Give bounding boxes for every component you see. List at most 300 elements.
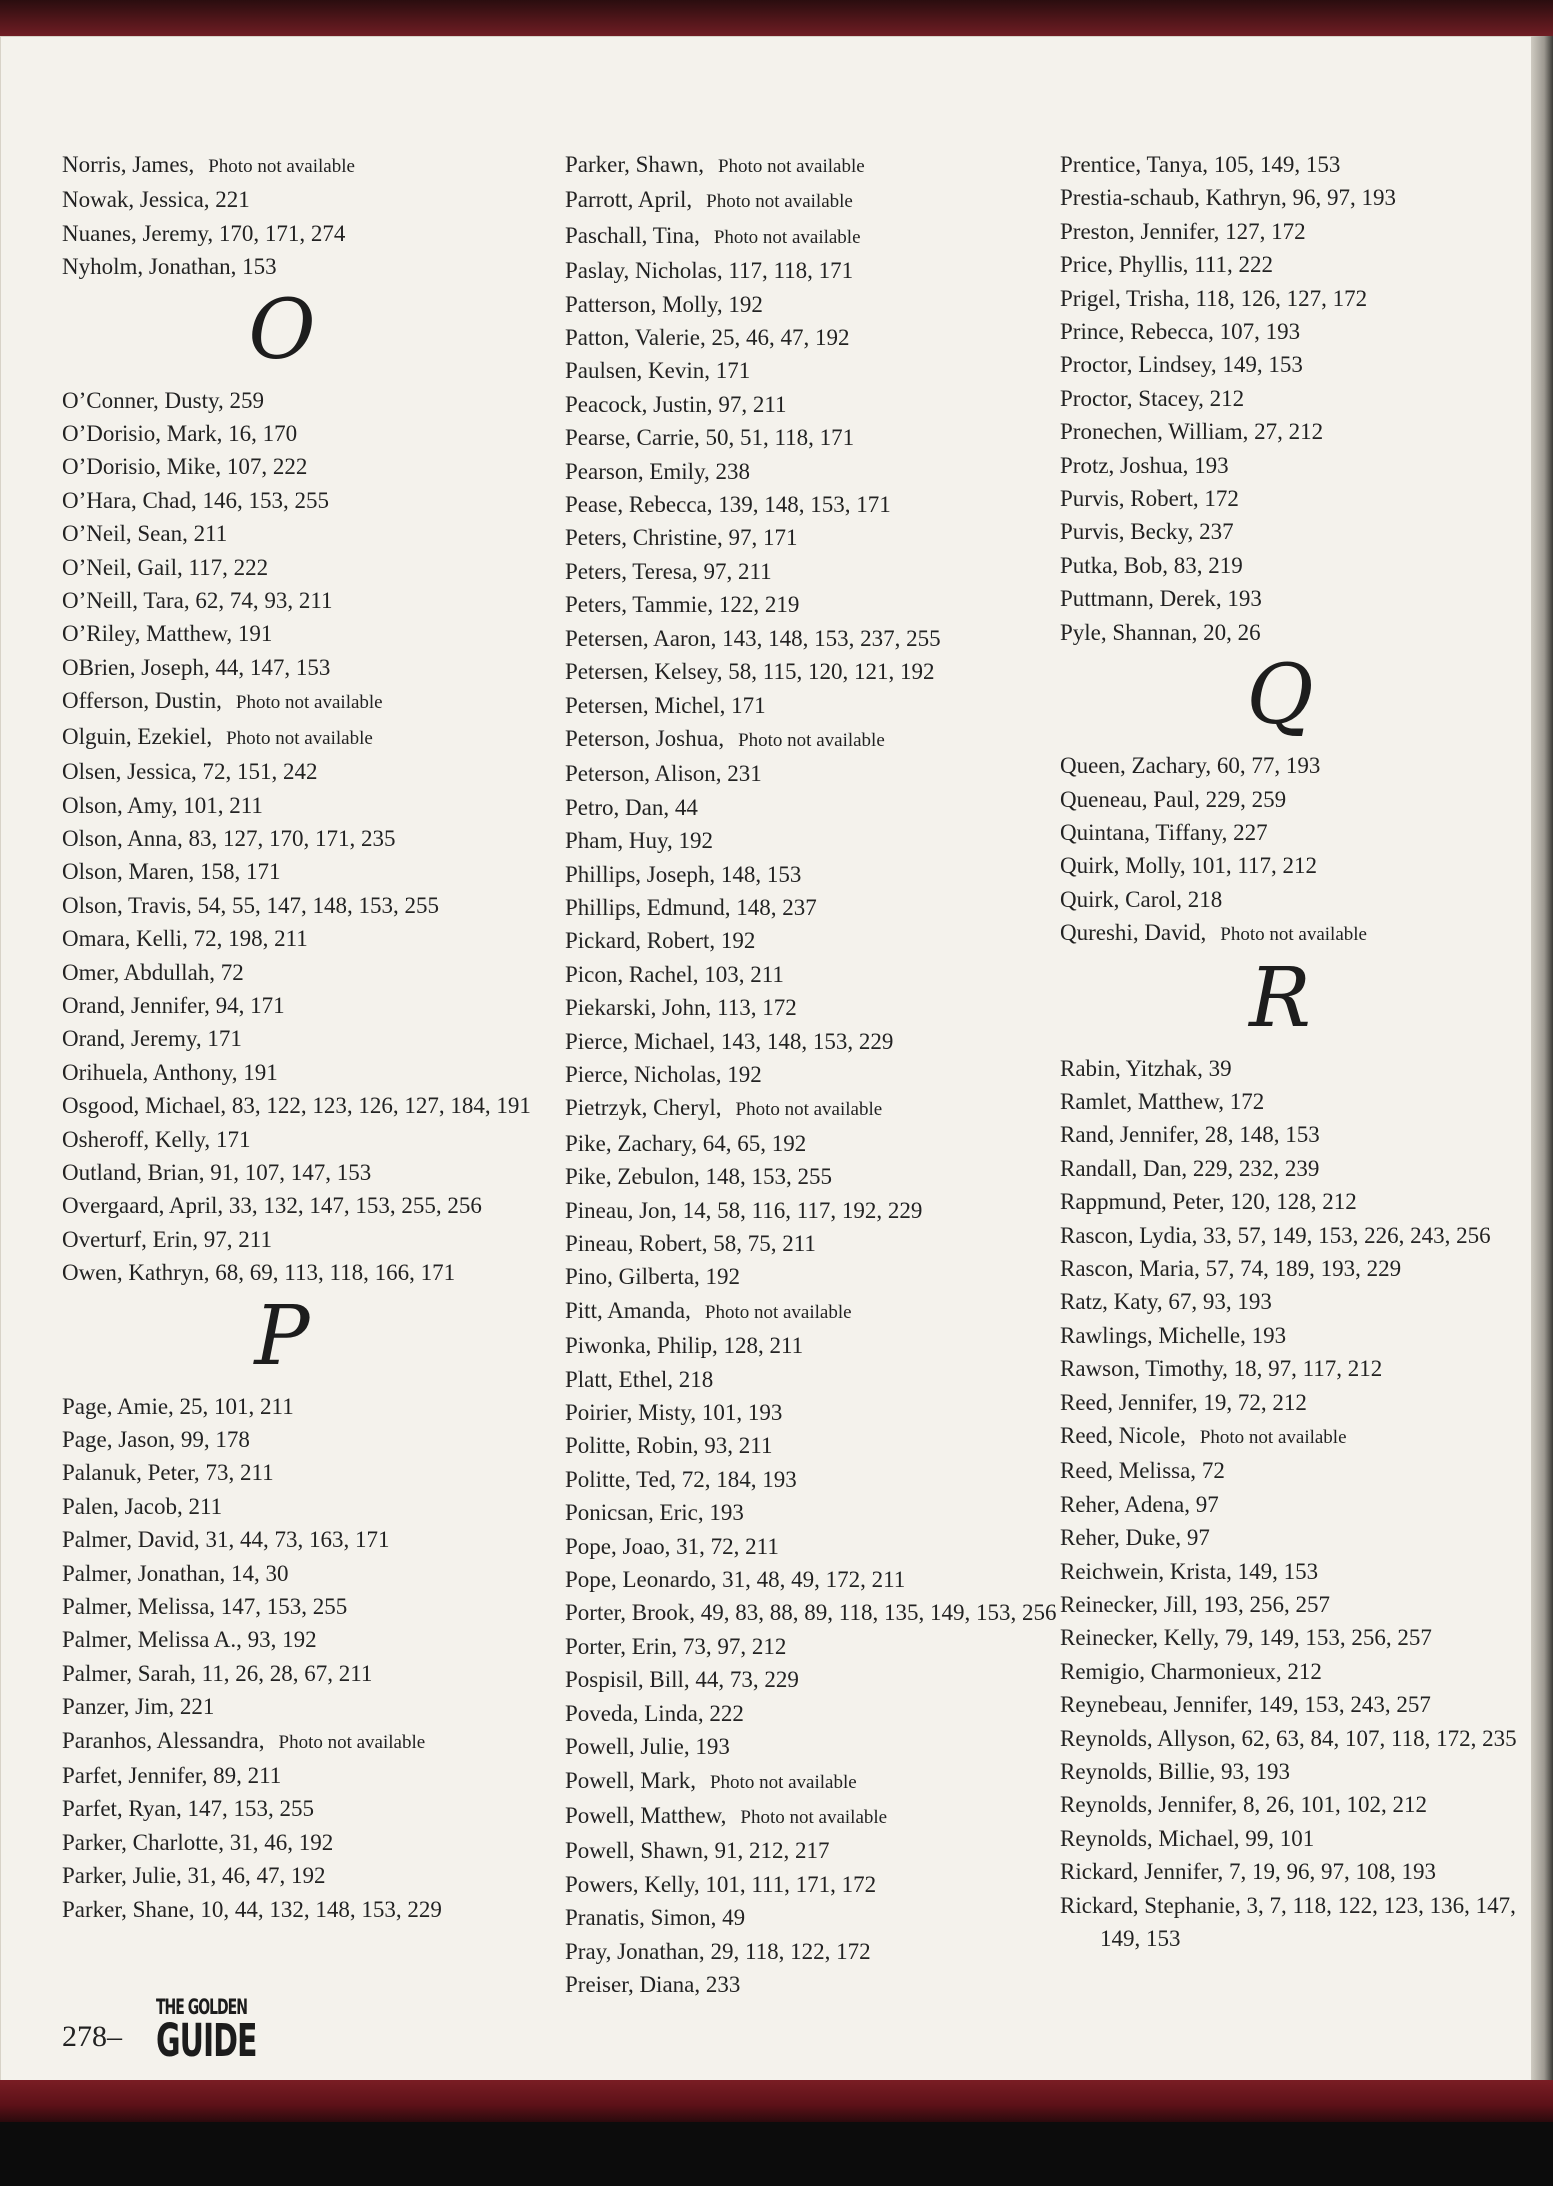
entry-name: O’Hara, Chad, xyxy=(62,487,197,513)
entry-pages: 44 xyxy=(674,794,698,820)
index-entry xyxy=(565,1697,1065,1730)
entry-name: Outland, Brian, xyxy=(62,1159,205,1185)
index-entry xyxy=(565,722,1065,757)
index-entry xyxy=(1060,1085,1553,1118)
entry-pages: 105, 149, 153 xyxy=(1213,152,1341,177)
index-entry xyxy=(1060,816,1553,849)
entry-name: Peacock, Justin, xyxy=(565,391,713,417)
entry-name: Peters, Tammie, xyxy=(565,592,714,618)
entry-name: Owen, Kathryn, xyxy=(62,1260,210,1286)
entry-pages: 44, 73, 229 xyxy=(695,1667,799,1693)
entry-pages: 149, 153 xyxy=(1237,1558,1319,1584)
entry-name: Puttmann, Derek, xyxy=(1060,586,1222,612)
photo-not-available-note: Photo not available xyxy=(713,226,861,248)
entry-name: Remigio, Charmonieux, xyxy=(1060,1658,1282,1684)
index-entry xyxy=(1060,549,1553,582)
entry-pages: 120, 128, 212 xyxy=(1230,1189,1357,1215)
entry-pages: 18, 97, 117, 212 xyxy=(1233,1356,1383,1382)
entry-name: O’Dorisio, Mike, xyxy=(62,454,222,480)
entry-pages: 31, 46, 192 xyxy=(229,1829,334,1855)
index-entry xyxy=(62,1792,562,1825)
logo-bottom-text: GUIDE xyxy=(156,2015,257,2068)
entry-name: Rabin, Yitzhak, xyxy=(1060,1055,1203,1081)
entry-name: Price, Phyllis, xyxy=(1060,252,1189,278)
entry-name: Petersen, Kelsey, xyxy=(565,659,723,685)
entry-name: Pranatis, Simon, xyxy=(565,1905,717,1931)
index-entry xyxy=(62,1123,562,1156)
entry-pages: 149, 153, 243, 257 xyxy=(1258,1692,1431,1718)
index-entry xyxy=(565,1363,1065,1396)
entry-pages: 172 xyxy=(1204,486,1239,512)
index-entry xyxy=(565,455,1065,488)
entry-pages: 31, 72, 211 xyxy=(676,1533,779,1559)
entry-pages: 72, 184, 193 xyxy=(681,1466,797,1492)
index-entry xyxy=(62,822,562,855)
entry-pages: 117, 118, 171 xyxy=(728,258,854,284)
entry-pages: 31, 46, 47, 192 xyxy=(187,1863,326,1889)
entry-pages: 128, 211 xyxy=(723,1333,804,1359)
index-entry xyxy=(565,1396,1065,1429)
entry-name: Olguin, Ezekiel, xyxy=(62,723,213,749)
entry-name: Pietrzyk, Cheryl, xyxy=(565,1095,722,1121)
index-entry xyxy=(565,219,1065,254)
entry-pages: 96, 97, 193 xyxy=(1292,185,1396,211)
index-entry xyxy=(565,655,1065,688)
entry-name: Pike, Zachary, xyxy=(565,1130,697,1156)
entry-pages: 33, 132, 147, 153, 255, 256 xyxy=(228,1193,482,1219)
index-entry xyxy=(565,924,1065,957)
entry-pages: 89, 211 xyxy=(213,1763,282,1789)
index-entry xyxy=(565,1260,1065,1293)
entry-pages: 111, 222 xyxy=(1194,252,1273,278)
entry-name: Overturf, Erin, xyxy=(62,1226,199,1252)
entry-pages: 212 xyxy=(1209,385,1245,411)
entry-pages: 97 xyxy=(1195,1491,1219,1517)
index-entry xyxy=(62,1056,562,1089)
photo-not-available-note: Photo not available xyxy=(709,1771,857,1793)
index-entry xyxy=(62,183,562,216)
index-entry xyxy=(1060,783,1553,816)
entry-name: Parfet, Jennifer, xyxy=(62,1763,208,1789)
entry-pages: 97 xyxy=(1186,1525,1210,1551)
entry-pages: 72 xyxy=(1201,1458,1225,1484)
entry-name: Overgaard, April, xyxy=(62,1193,224,1219)
index-entry xyxy=(565,622,1065,655)
entry-pages: 62, 74, 93, 211 xyxy=(195,588,333,614)
entry-pages: 33, 57, 149, 153, 226, 243, 256 xyxy=(1203,1222,1491,1248)
entry-name: Prince, Rebecca, xyxy=(1060,319,1214,345)
entry-name: Reher, Duke, xyxy=(1060,1525,1182,1551)
index-entry xyxy=(1060,1285,1553,1318)
entry-name: Proctor, Lindsey, xyxy=(1060,352,1217,378)
entry-name: Ponicsan, Eric, xyxy=(565,1500,704,1526)
index-entry xyxy=(565,1530,1065,1563)
index-entry xyxy=(565,1160,1065,1193)
index-entry xyxy=(565,354,1065,387)
entry-name: Peters, Teresa, xyxy=(565,558,698,584)
index-entry xyxy=(62,1523,562,1556)
index-entry xyxy=(1060,515,1553,548)
index-entry xyxy=(1060,1555,1553,1588)
entry-pages: 101, 211 xyxy=(183,792,263,818)
index-entry xyxy=(62,651,562,684)
entry-name: Powell, Julie, xyxy=(565,1734,690,1760)
entry-pages: 97, 211 xyxy=(203,1226,272,1252)
entry-name: Offerson, Dustin, xyxy=(62,688,222,714)
photo-not-available-note: Photo not available xyxy=(706,191,853,213)
index-entry xyxy=(565,1091,1065,1126)
entry-pages: 25, 101, 211 xyxy=(179,1393,294,1419)
entry-pages: 31, 44, 73, 163, 171 xyxy=(205,1527,390,1553)
entry-pages: 193 xyxy=(1251,1322,1287,1348)
entry-name: Nowak, Jessica, xyxy=(62,187,210,213)
entry-pages: 103, 211 xyxy=(704,961,784,987)
entry-pages: 14, 30 xyxy=(231,1560,289,1586)
entry-name: Poirier, Misty, xyxy=(565,1400,697,1426)
index-entry xyxy=(62,1490,562,1523)
entry-name: Ratz, Katy, xyxy=(1060,1289,1163,1315)
index-entry xyxy=(1060,1889,1553,1956)
index-entry xyxy=(1060,1621,1553,1654)
index-entry xyxy=(565,1630,1065,1663)
entry-name: Reichwein, Krista, xyxy=(1060,1558,1232,1584)
index-entry xyxy=(62,1859,562,1892)
photo-not-available-note: Photo not available xyxy=(1199,1427,1347,1448)
entry-pages: 101, 193 xyxy=(701,1400,783,1426)
entry-name: Powell, Matthew, xyxy=(565,1802,727,1828)
index-entry xyxy=(62,450,562,483)
entry-pages: 218 xyxy=(678,1366,714,1392)
entry-pages: 7, 19, 96, 97, 108, 193 xyxy=(1228,1859,1436,1885)
entry-name: Proctor, Stacey, xyxy=(1060,385,1204,411)
entry-name: Pyle, Shannan, xyxy=(1060,619,1198,645)
index-entry xyxy=(1060,1052,1553,1085)
entry-name: Parker, Shane, xyxy=(62,1896,195,1922)
index-entry xyxy=(1060,449,1553,482)
entry-name: Reynolds, Allyson, xyxy=(1060,1725,1236,1751)
entry-name: Orand, Jeremy, xyxy=(62,1026,202,1052)
entry-name: Parker, Shawn, xyxy=(565,152,704,177)
index-entry xyxy=(1060,315,1553,348)
entry-name: Protz, Joshua, xyxy=(1060,452,1189,478)
entry-name: Quirk, Molly, xyxy=(1060,853,1186,879)
entry-name: Preiser, Diana, xyxy=(565,1971,701,1997)
entry-name: Pospisil, Bill, xyxy=(565,1667,690,1693)
entry-pages: 259 xyxy=(229,387,265,413)
entry-pages: 238 xyxy=(715,458,751,484)
entry-pages: 117, 222 xyxy=(188,554,269,580)
entry-name: Palmer, Sarah, xyxy=(62,1660,196,1686)
entry-pages: 39 xyxy=(1208,1055,1232,1081)
entry-name: Parrott, April, xyxy=(565,187,693,213)
entry-pages: 72, 198, 211 xyxy=(193,926,308,952)
entry-name: Piekarski, John, xyxy=(565,995,712,1021)
entry-pages: 148, 153 xyxy=(720,861,802,887)
entry-pages: 227 xyxy=(1233,819,1268,845)
background-dark xyxy=(0,2122,1553,2186)
entry-pages: 211 xyxy=(193,521,228,547)
entry-name: Patterson, Molly, xyxy=(565,291,723,317)
entry-name: Pino, Gilberta, xyxy=(565,1264,700,1290)
entry-pages: 192 xyxy=(728,291,763,317)
entry-name: Quintana, Tiffany, xyxy=(1060,819,1228,845)
entry-name: Prestia-schaub, Kathryn, xyxy=(1060,185,1287,211)
entry-name: Petersen, Aaron, xyxy=(565,625,717,651)
index-entry xyxy=(1060,1185,1553,1218)
entry-name: Pierce, Nicholas, xyxy=(565,1061,722,1087)
entry-pages: 191 xyxy=(243,1059,278,1085)
index-entry xyxy=(565,388,1065,421)
index-entry xyxy=(62,1256,562,1289)
entry-pages: 28, 148, 153 xyxy=(1204,1122,1320,1148)
photo-not-available-note: Photo not available xyxy=(717,156,865,177)
entry-name: Pitt, Amanda, xyxy=(565,1297,691,1323)
entry-name: Poveda, Linda, xyxy=(565,1700,704,1726)
entry-name: Osheroff, Kelly, xyxy=(62,1126,211,1152)
entry-name: Purvis, Robert, xyxy=(1060,486,1199,512)
index-entry xyxy=(565,288,1065,321)
index-entry xyxy=(62,1724,562,1759)
entry-pages: 158, 171 xyxy=(199,859,281,885)
index-entry xyxy=(565,1058,1065,1091)
index-entry xyxy=(1060,415,1553,448)
index-entry xyxy=(565,421,1065,454)
entry-name: O’Conner, Dusty, xyxy=(62,387,224,413)
index-entry xyxy=(565,521,1065,554)
photo-not-available-note: Photo not available xyxy=(1220,924,1367,946)
entry-pages: 83, 122, 123, 126, 127, 184, 191 xyxy=(231,1093,531,1119)
index-entry xyxy=(1060,1219,1553,1252)
entry-pages: 58, 115, 120, 121, 192 xyxy=(728,659,935,685)
index-entry xyxy=(565,858,1065,891)
entry-name: Olson, Maren, xyxy=(62,859,195,885)
logo-top-text: THE GOLDEN xyxy=(156,1996,247,2020)
entry-pages: 72, 151, 242 xyxy=(202,759,318,785)
index-entry xyxy=(565,824,1065,857)
entry-pages: 237 xyxy=(1199,519,1234,545)
index-entry xyxy=(565,1968,1065,2001)
index-entry xyxy=(1060,1252,1553,1285)
entry-pages: 122, 219 xyxy=(718,592,800,618)
entry-name: Queneau, Paul, xyxy=(1060,786,1200,812)
entry-pages: 101, 111, 171, 172 xyxy=(705,1871,877,1897)
entry-pages: 3, 7, 118, 122, 123, 136, 147, 149, 153 xyxy=(1100,1892,1516,1952)
entry-name: Osgood, Michael, xyxy=(62,1093,227,1119)
entry-name: Putka, Bob, xyxy=(1060,552,1168,578)
entry-name: Olson, Anna, xyxy=(62,825,183,851)
index-entry xyxy=(1060,215,1553,248)
entry-pages: 27, 212 xyxy=(1254,419,1324,445)
entry-name: O’Neil, Sean, xyxy=(62,521,188,547)
index-entry xyxy=(565,148,1065,183)
entry-name: Paschall, Tina, xyxy=(565,222,700,248)
index-entry xyxy=(62,1657,562,1690)
index-entry xyxy=(62,1423,562,1456)
entry-pages: 192 xyxy=(678,828,714,854)
index-entry xyxy=(62,889,562,922)
entry-name: Ramlet, Matthew, xyxy=(1060,1088,1224,1114)
entry-pages: 107, 193 xyxy=(1219,319,1301,345)
entry-pages: 171 xyxy=(715,358,751,384)
entry-pages: 57, 74, 189, 193, 229 xyxy=(1205,1255,1402,1281)
entry-pages: 83, 219 xyxy=(1173,552,1243,578)
index-entry xyxy=(62,551,562,584)
entry-pages: 149, 153 xyxy=(1222,352,1303,378)
entry-pages: 170, 171, 274 xyxy=(218,220,346,246)
entry-pages: 127, 172 xyxy=(1225,218,1306,244)
entry-pages: 193, 256, 257 xyxy=(1203,1592,1330,1618)
index-entry xyxy=(62,1456,562,1489)
index-entry xyxy=(565,183,1065,218)
entry-name: Olson, Travis, xyxy=(62,892,192,918)
entry-pages: 29, 118, 122, 172 xyxy=(710,1938,871,1964)
entry-pages: 171 xyxy=(215,1126,251,1152)
entry-pages: 147, 153, 255 xyxy=(220,1594,348,1620)
index-entry xyxy=(62,1623,562,1656)
entry-name: Platt, Ethel, xyxy=(565,1366,673,1392)
entry-pages: 172 xyxy=(1229,1088,1265,1114)
index-entry xyxy=(565,1935,1065,1968)
entry-name: Politte, Robin, xyxy=(565,1433,699,1459)
index-entry xyxy=(62,922,562,955)
entry-pages: 91, 212, 217 xyxy=(714,1838,830,1864)
index-entry xyxy=(1060,248,1553,281)
entry-name: Pineau, Robert, xyxy=(565,1231,708,1256)
entry-name: Powell, Shawn, xyxy=(565,1838,709,1864)
entry-pages: 93, 193 xyxy=(1221,1759,1290,1785)
entry-name: Parker, Julie, xyxy=(62,1863,182,1889)
entry-name: Porter, Brook, xyxy=(565,1600,696,1626)
entry-name: Peterson, Alison, xyxy=(565,761,722,787)
entry-name: Petersen, Michel, xyxy=(565,692,726,718)
entry-pages: 79, 149, 153, 256, 257 xyxy=(1224,1625,1432,1651)
index-entry xyxy=(62,855,562,888)
entry-name: Reed, Jennifer, xyxy=(1060,1389,1198,1415)
index-entry xyxy=(62,956,562,989)
entry-pages: 143, 148, 153, 229 xyxy=(720,1028,894,1054)
index-entry xyxy=(62,384,562,417)
index-entry xyxy=(565,1563,1065,1596)
entry-name: Rickard, Jennifer, xyxy=(1060,1859,1224,1885)
entry-pages: 118, 126, 127, 172 xyxy=(1195,285,1368,311)
index-entry xyxy=(1060,348,1553,381)
section-letter: O xyxy=(248,282,316,378)
entry-pages: 231 xyxy=(727,761,762,787)
index-entry xyxy=(565,1834,1065,1867)
entry-name: Panzer, Jim, xyxy=(62,1694,175,1720)
entry-name: Reed, Melissa, xyxy=(1060,1458,1197,1484)
entry-name: Rascon, Maria, xyxy=(1060,1255,1200,1281)
entry-name: O’Neill, Tara, xyxy=(62,588,190,614)
page-number: 278– xyxy=(62,2020,122,2053)
entry-pages: 68, 69, 113, 118, 166, 171 xyxy=(215,1260,456,1286)
entry-pages: 44, 147, 153 xyxy=(215,654,331,680)
index-entry xyxy=(565,1496,1065,1529)
index-entry xyxy=(565,1294,1065,1329)
entry-pages: 221 xyxy=(215,187,250,213)
index-entry xyxy=(565,321,1065,354)
index-entry xyxy=(565,1463,1065,1496)
index-entry xyxy=(1060,1488,1553,1521)
entry-pages: 72 xyxy=(220,959,244,985)
index-entry xyxy=(565,1227,1065,1260)
entry-name: Rand, Jennifer, xyxy=(1060,1122,1199,1148)
index-entry xyxy=(565,1596,1065,1629)
entry-pages: 192 xyxy=(720,928,756,954)
entry-pages: 171 xyxy=(731,692,766,718)
entry-name: Pickard, Robert, xyxy=(565,928,716,954)
entry-name: Orihuela, Anthony, xyxy=(62,1059,238,1085)
entry-pages: 97, 211 xyxy=(718,391,787,417)
entry-name: Rawlings, Michelle, xyxy=(1060,1322,1246,1348)
index-entry xyxy=(1060,1588,1553,1621)
index-entry xyxy=(1060,749,1553,782)
entry-name: Powell, Mark, xyxy=(565,1767,696,1793)
entry-pages: 101, 117, 212 xyxy=(1191,853,1318,879)
entry-name: Nyholm, Jonathan, xyxy=(62,254,237,280)
index-entry xyxy=(1060,1386,1553,1419)
index-entry xyxy=(62,1590,562,1623)
entry-name: Palmer, Melissa A., xyxy=(62,1627,242,1653)
entry-name: Politte, Ted, xyxy=(565,1466,677,1492)
entry-name: Pope, Leonardo, xyxy=(565,1567,717,1593)
photo-not-available-note: Photo not available xyxy=(738,729,885,751)
entry-name: Reynebeau, Jennifer, xyxy=(1060,1692,1253,1718)
entry-name: Reher, Adena, xyxy=(1060,1491,1191,1517)
section-letter: P xyxy=(254,1288,310,1384)
entry-name: Reed, Nicole, xyxy=(1060,1423,1186,1448)
index-entry xyxy=(1060,849,1553,882)
entry-pages: 192 xyxy=(727,1061,762,1087)
index-entry xyxy=(62,517,562,550)
index-entry xyxy=(1060,282,1553,315)
index-entry xyxy=(62,1223,562,1256)
entry-name: O’Neil, Gail, xyxy=(62,554,183,580)
index-entry xyxy=(565,689,1065,722)
yearbook-logo xyxy=(156,1996,266,2068)
index-entry xyxy=(565,991,1065,1024)
photo-not-available-note: Photo not available xyxy=(208,156,355,177)
index-entry xyxy=(565,1730,1065,1763)
entry-name: Pope, Joao, xyxy=(565,1533,671,1559)
entry-pages: 143, 148, 153, 237, 255 xyxy=(722,625,941,651)
index-entry xyxy=(62,989,562,1022)
entry-pages: 14, 58, 116, 117, 192, 229 xyxy=(682,1197,923,1223)
entry-name: Orand, Jennifer, xyxy=(62,992,210,1018)
book-bottom-edge xyxy=(0,2080,1553,2122)
entry-name: Peterson, Joshua, xyxy=(565,725,725,751)
entry-name: Page, Amie, xyxy=(62,1393,174,1419)
entry-name: Rickard, Stephanie, xyxy=(1060,1892,1241,1918)
entry-name: Palanuk, Peter, xyxy=(62,1460,200,1486)
index-entry xyxy=(1060,148,1553,181)
index-entry xyxy=(62,1893,562,1926)
entry-name: Olsen, Jessica, xyxy=(62,759,197,785)
entry-name: Peters, Christine, xyxy=(565,525,723,551)
photo-not-available-note: Photo not available xyxy=(740,1806,888,1828)
index-entry xyxy=(565,1025,1065,1058)
photo-not-available-note: Photo not available xyxy=(278,1731,426,1753)
entry-pages: 31, 48, 49, 172, 211 xyxy=(722,1567,906,1593)
entry-pages: 139, 148, 153, 171 xyxy=(718,492,891,518)
entry-name: Omara, Kelli, xyxy=(62,926,188,952)
index-entry xyxy=(62,755,562,788)
entry-pages: 147, 153, 255 xyxy=(187,1796,315,1822)
index-entry xyxy=(62,1390,562,1423)
index-entry xyxy=(1060,482,1553,515)
index-entry xyxy=(565,1194,1065,1227)
entry-pages: 193 xyxy=(695,1734,730,1760)
